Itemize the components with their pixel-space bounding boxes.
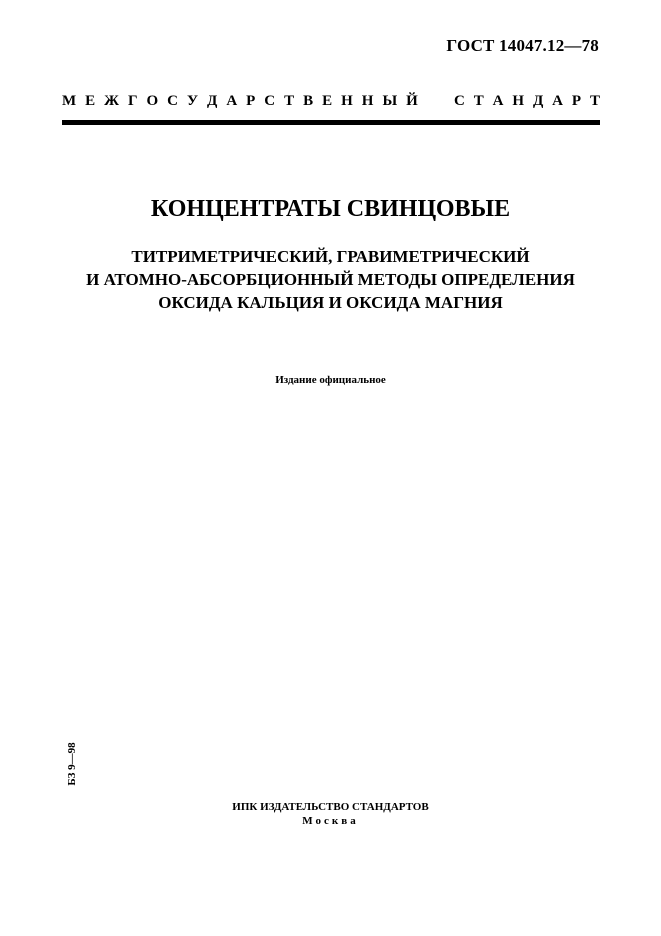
spaced-letter: С bbox=[264, 93, 276, 109]
spaced-letter: А bbox=[226, 93, 238, 109]
spaced-letter: А bbox=[492, 93, 504, 109]
subtitle-line: И АТОМНО-АБСОРБЦИОННЫЙ МЕТОДЫ ОПРЕДЕЛЕНИЯ bbox=[86, 270, 575, 289]
spaced-letter: Д bbox=[532, 93, 544, 109]
side-code: БЗ 9—98 bbox=[66, 742, 78, 786]
spaced-letter: Р bbox=[246, 93, 256, 109]
spaced-letter: Н bbox=[361, 93, 374, 109]
spaced-letter: Д bbox=[207, 93, 218, 109]
spaced-letter: М bbox=[62, 93, 77, 109]
edition-label: Издание официальное bbox=[275, 374, 386, 386]
spaced-letter: Р bbox=[571, 93, 582, 109]
spaced-letter: С bbox=[167, 93, 179, 109]
publisher-name: ИПК ИЗДАТЕЛЬСТВО СТАНДАРТОВ bbox=[232, 801, 429, 813]
interstate-word bbox=[62, 93, 418, 110]
spaced-letter: С bbox=[454, 93, 465, 109]
spaced-letter: Ы bbox=[382, 93, 398, 109]
spaced-letter: Е bbox=[85, 93, 96, 109]
spaced-letter: А bbox=[552, 93, 563, 109]
spaced-letter: Ж bbox=[104, 93, 119, 109]
spaced-letter: В bbox=[303, 93, 314, 109]
subtitle-line: ТИТРИМЕТРИЧЕСКИЙ, ГРАВИМЕТРИЧЕСКИЙ bbox=[131, 247, 530, 266]
spaced-letter: Т bbox=[589, 93, 600, 109]
spaced-letter: Н bbox=[512, 93, 525, 109]
spaced-letter: Й bbox=[406, 93, 418, 109]
publisher-city: Москва bbox=[302, 815, 359, 827]
subtitle bbox=[0, 245, 661, 314]
publisher-block bbox=[0, 800, 661, 828]
spaced-letter: О bbox=[146, 93, 159, 109]
spaced-letter: Е bbox=[322, 93, 333, 109]
spaced-letter: Т bbox=[284, 93, 295, 109]
spaced-letter: Н bbox=[341, 93, 353, 109]
subtitle-line: ОКСИДА КАЛЬЦИЯ И ОКСИДА МАГНИЯ bbox=[158, 293, 503, 312]
spaced-letter: У bbox=[187, 93, 199, 109]
interstate-standard-heading bbox=[62, 93, 600, 110]
standard-word bbox=[454, 93, 600, 110]
document-number: ГОСТ 14047.12—78 bbox=[446, 36, 599, 55]
spaced-letter: Т bbox=[473, 93, 484, 109]
heading-rule bbox=[62, 120, 600, 125]
main-title: КОНЦЕНТРАТЫ СВИНЦОВЫЕ bbox=[150, 196, 511, 222]
spaced-letter: Г bbox=[127, 93, 138, 109]
